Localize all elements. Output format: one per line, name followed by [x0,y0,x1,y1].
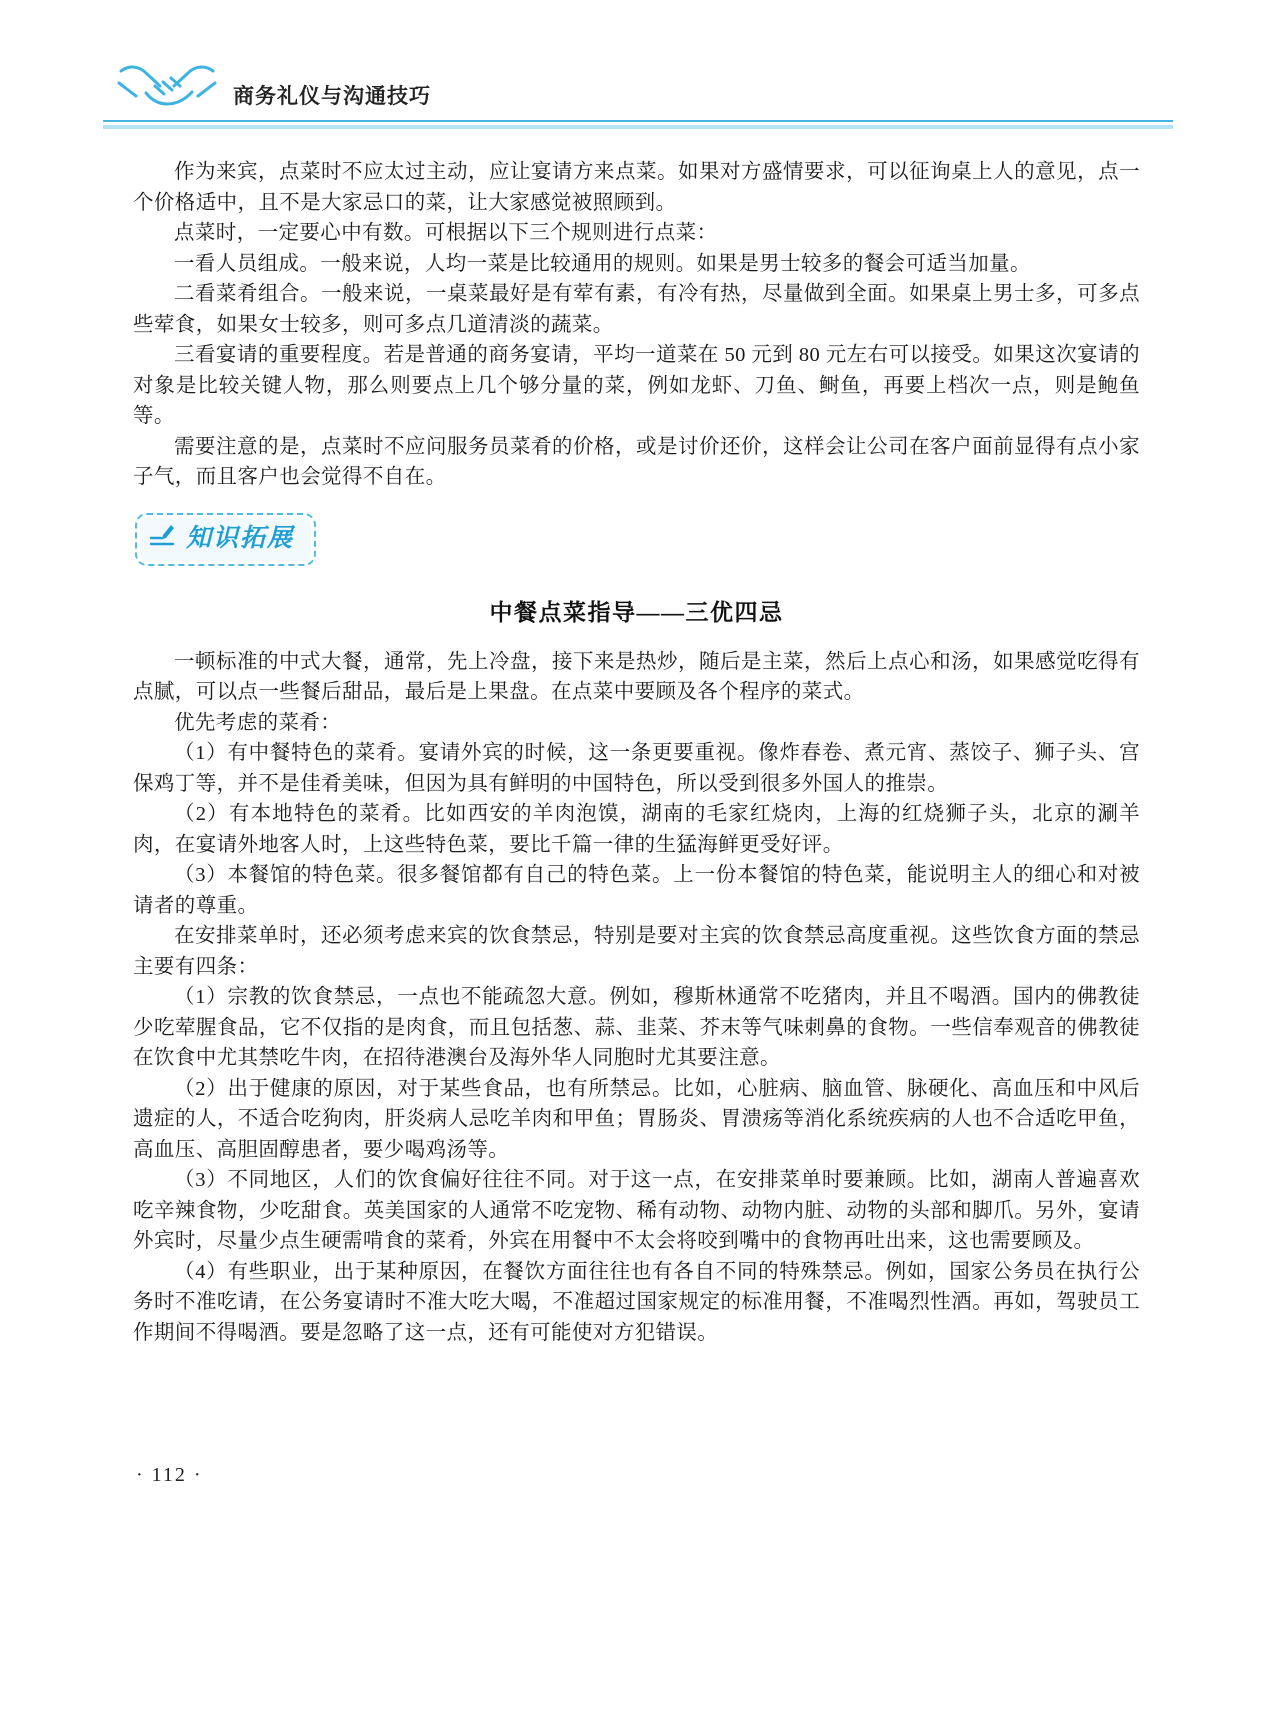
page-header [103,60,1173,129]
page-body [133,157,1140,1348]
book-title: 商务礼仪与沟通技巧 [233,85,431,108]
paragraph: 点菜时，一定要心中有数。可根据以下三个规则进行点菜： [174,222,718,244]
paragraph: （2）有本地特色的菜肴。比如西安的羊肉泡馍，湖南的毛家红烧肉，上海的红烧狮子头，北京的涮羊肉，在宴请外地客人时，上这些特色菜，要比千篇一律的生猛海鲜更受好评。 [133,803,1140,856]
knowledge-expand-badge [135,513,316,567]
page-number: · 112 · [136,1464,203,1486]
paragraph: （3）不同地区，人们的饮食偏好往往不同。对于这一点，在安排菜单时要兼顾。比如，湖南人普遍喜欢吃辛辣食物，少吃甜食。英美国家的人通常不吃宠物、稀有动物、动物内脏、动物的头部和脚爪。另外，宴请外宾时，尽量少点生硬需啃食的菜肴，外宾在用餐中不太会将咬到嘴中的食物再吐出来，这也需要顾及。 [133,1169,1140,1252]
paragraph: 在安排菜单时，还必须考虑来宾的饮食禁忌，特别是要对主宾的饮食禁忌高度重视。这些饮食方面的禁忌主要有四条： [133,925,1140,978]
header-rule-thin [103,120,1173,122]
header-rule-thick [103,125,1173,129]
paragraph: 二看菜肴组合。一般来说，一桌菜最好是有荤有素，有冷有热，尽量做到全面。如果桌上男士多，可多点些荤食，如果女士较多，则可多点几道清淡的蔬菜。 [133,283,1140,336]
section-title: 中餐点菜指导——三优四忌 [489,600,784,625]
paragraph: （4）有些职业，出于某种原因，在餐饮方面往往也有各自不同的特殊禁忌。例如，国家公务员在执行公务时不准吃请，在公务宴请时不准大吃大喝，不准超过国家规定的标准用餐，不准喝烈性酒。再如，驾驶员工作期间不得喝酒。要是忽略了这一点，还有可能使对方犯错误。 [133,1260,1140,1344]
paragraph: （1）有中餐特色的菜肴。宴请外宾的时候，这一条更要重视。像炸春卷、煮元宵、蒸饺子、狮子头、宫保鸡丁等，并不是佳肴美味，但因为具有鲜明的中国特色，所以受到很多外国人的推崇。 [133,742,1140,795]
handshake-icon [115,59,219,118]
paragraph: （2）出于健康的原因，对于某些食品，也有所禁忌。比如，心脏病、脑血管、脉硬化、高血压和中风后遗症的人，不适合吃狗肉，肝炎病人忌吃羊肉和甲鱼；胃肠炎、胃溃疡等消化系统疾病的人也不合适吃甲鱼，高血压、高胆固醇患者，要少喝鸡汤等。 [133,1077,1140,1161]
paragraph: 一顿标准的中式大餐，通常，先上冷盘，接下来是热炒，随后是主菜，然后上点心和汤，如果感觉吃得有点腻，可以点一些餐后甜品，最后是上果盘。在点菜中要顾及各个程序的菜式。 [133,650,1140,703]
paragraph: （1）宗教的饮食禁忌，一点也不能疏忽大意。例如，穆斯林通常不吃猪肉，并且不喝酒。国内的佛教徒少吃荤腥食品，它不仅指的是肉食，而且包括葱、蒜、韭菜、芥末等气味刺鼻的食物。一些信奉观音的佛教徒在饮食中尤其禁吃牛肉，在招待港澳台及海外华人同胞时尤其要注意。 [133,986,1140,1069]
paragraph: 作为来宾，点菜时不应太过主动，应让宴请方来点菜。如果对方盛情要求，可以征询桌上人的意见，点一个价格适中，且不是大家忌口的菜，让大家感觉被照顾到。 [133,161,1140,214]
writing-hand-icon [147,522,177,558]
paragraph: 需要注意的是，点菜时不应问服务员菜肴的价格，或是讨价还价，这样会让公司在客户面前显得有点小家子气，而且客户也会觉得不自在。 [133,435,1140,488]
paragraph: （3）本餐馆的特色菜。很多餐馆都有自己的特色菜。上一份本餐馆的特色菜，能说明主人的细心和对被请者的尊重。 [133,864,1140,917]
paragraph: 优先考虑的菜肴： [174,711,342,734]
paragraph: 三看宴请的重要程度。若是普通的商务宴请，平均一道菜在 50 元到 80 元左右可以接受。如果这次宴请的对象是比较关键人物，那么则要点上几个够分量的菜，例如龙虾、刀鱼、鲥鱼，再要上档次一点，则是鲍鱼等。 [133,344,1140,427]
badge-label: 知识拓展 [186,525,295,552]
paragraph: 一看人员组成。一般来说，人均一菜是比较通用的规则。如果是男士较多的餐会可适当加量。 [174,252,1031,275]
